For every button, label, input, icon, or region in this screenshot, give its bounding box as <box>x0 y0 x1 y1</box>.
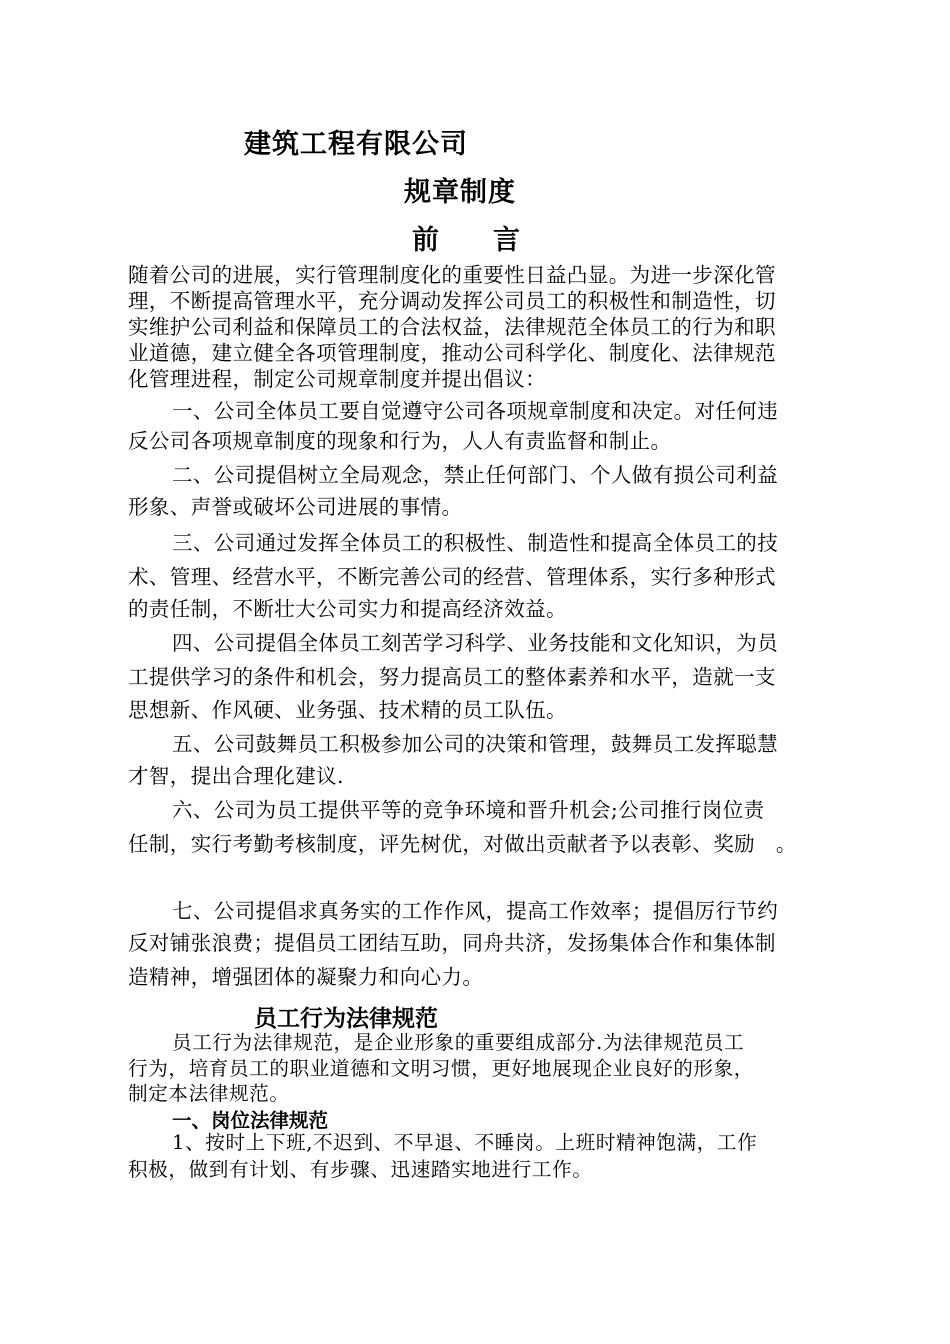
preface-line: 理，不断提高管理水平，充分调动发挥公司员工的积极性和制造性，切 <box>128 289 776 313</box>
company-title: 建筑工程有限公司 <box>244 129 468 160</box>
article-line: 二、公司提倡树立全局观念，禁止任何部门、个人做有损公司利益 <box>172 463 779 487</box>
section-intro-line: 员工行为法律规范，是企业形象的重要组成部分.为法律规范员工 <box>172 1031 745 1054</box>
subsection-item-line: 1、按时上下班,不迟到、不早退、不睡岗。上班时精神饱满，工作 <box>172 1131 758 1154</box>
article-line: 任制，实行考勤考核制度，评先树优，对做出贡献者予以表彰、奖励 。 <box>128 832 797 856</box>
preface-line: 实维护公司利益和保障员工的合法权益，法律规范全体员工的行为和职 <box>128 315 776 339</box>
article-line: 思想新、作风硬、业务强、技术精的员工队伍。 <box>128 698 567 722</box>
article-line: 三、公司通过发挥全体员工的积极性、制造性和提高全体员工的技 <box>172 531 779 555</box>
article-line: 反公司各项规章制度的现象和行为，人人有责监督和制止。 <box>128 429 672 453</box>
preface-line: 化管理进程，制定公司规章制度并提出倡议： <box>128 367 546 391</box>
section-intro-line: 行为，培育员工的职业道德和文明习惯，更好地展现企业良好的形象， <box>128 1057 755 1080</box>
section-intro-line: 制定本法律规范。 <box>128 1082 290 1105</box>
article-line: 六、公司为员工提供平等的竞争环境和晋升机会;公司推行岗位责 <box>172 798 765 822</box>
article-line: 工提供学习的条件和机会，努力提高员工的整体素养和水平，造就一支 <box>128 665 776 689</box>
article-line: 的责任制，不断壮大公司实力和提高经济效益。 <box>128 597 567 621</box>
article-line: 一、公司全体员工要自觉遵守公司各项规章制度和决定。对任何违 <box>172 399 779 423</box>
preface-line: 随着公司的进展，实行管理制度化的重要性日益凸显。为进一步深化管 <box>128 263 776 287</box>
article-line: 反对铺张浪费；提倡员工团结互助，同舟共济，发扬集体合作和集体制 <box>128 931 776 955</box>
article-line: 术、管理、经营水平，不断完善公司的经营、管理体系，实行多种形式 <box>128 565 776 589</box>
article-line: 造精神，增强团体的凝聚力和向心力。 <box>128 965 484 989</box>
article-line: 形象、声誉或破坏公司进展的事情。 <box>128 495 463 519</box>
subsection-item-line: 积极，做到有计划、有步骤、迅速踏实地进行工作。 <box>128 1158 593 1181</box>
article-line: 七、公司提倡求真务实的工作作风，提高工作效率；提倡厉行节约 <box>172 899 779 923</box>
article-line: 五、公司鼓舞员工积极参加公司的决策和管理，鼓舞员工发挥聪慧 <box>172 732 779 756</box>
document-title: 规章制度 <box>404 177 516 208</box>
preface-title: 前 言 <box>412 225 520 256</box>
article-line: 才智，提出合理化建议. <box>128 764 344 788</box>
preface-line: 业道德，建立健全各项管理制度，推动公司科学化、制度化、法律规范 <box>128 341 776 365</box>
section-title: 员工行为法律规范 <box>254 1006 438 1032</box>
subsection-title: 一、岗位法律规范 <box>172 1109 329 1132</box>
article-line: 四、公司提倡全体员工刻苦学习科学、业务技能和文化知识，为员 <box>172 631 779 655</box>
